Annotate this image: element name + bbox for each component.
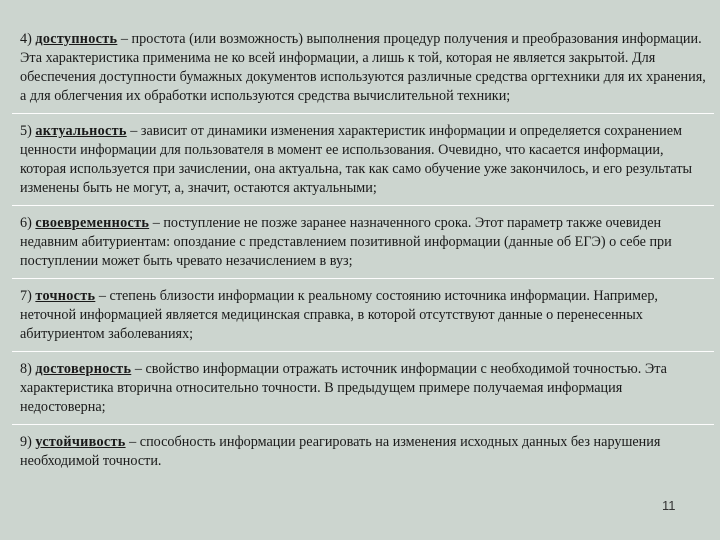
- term-reliability: достоверность: [35, 361, 132, 377]
- item-number: 5): [20, 123, 32, 139]
- property-item-stability: [20, 433, 710, 471]
- slide-body: [20, 30, 710, 471]
- term-availability: доступность: [35, 31, 118, 47]
- item-number: 6): [20, 215, 32, 231]
- property-item-reliability: [20, 360, 710, 417]
- divider: [12, 351, 714, 352]
- term-accuracy: точность: [35, 288, 96, 304]
- item-number: 4): [20, 31, 32, 47]
- term-stability: устойчивость: [35, 434, 126, 450]
- divider: [12, 278, 714, 279]
- item-definition: – поступление не позже заранее назначенного срока. Этот параметр также очевиден недавним абитуриентам: опоздание с представлением позитивной информации (данные об ЕГЭ) о себе при поступлении может быть чревато незачислением в вуз;: [20, 215, 672, 269]
- property-item-availability: [20, 30, 710, 106]
- item-definition: – свойство информации отражать источник информации с необходимой точностью. Эта характеристика вторична относительно точности. В предыдущем примере получаемая информация недостоверна;: [20, 361, 667, 415]
- term-relevance: актуальность: [35, 123, 127, 139]
- term-timeliness: своевременность: [35, 215, 150, 231]
- item-definition: – способность информации реагировать на изменения исходных данных без нарушения необходимой точности.: [20, 434, 661, 469]
- divider: [12, 205, 714, 206]
- property-item-timeliness: [20, 214, 710, 271]
- item-definition: – степень близости информации к реальному состоянию источника информации. Например, неточной информацией является медицинская справка, в которой отсутствуют данные о перенесенных абитуриентом заболеваниях;: [20, 288, 658, 342]
- item-definition: – простота (или возможность) выполнения процедур получения и преобразования информации. Эта характеристика применима не ко всей информации, а лишь к той, которая не является закрытой. Для обеспечения доступности бумажных документов используются различные средства оргтехники для их хранения, а для облегчения их обработки используются средства вычислительной техники;: [20, 31, 706, 104]
- item-number: 7): [20, 288, 32, 304]
- page-number: 11: [662, 498, 676, 513]
- divider: [12, 113, 714, 114]
- property-item-relevance: [20, 122, 710, 198]
- item-definition: – зависит от динамики изменения характеристик информации и определяется сохранением ценности информации для пользователя в момент ее использования. Очевидно, что касается информации, которая используется при зачислении, она актуальна, так как само обучение уже закончилось, и его результаты изменены быть не могут, а, значит, остаются актуальными;: [20, 123, 693, 196]
- property-item-accuracy: [20, 287, 710, 344]
- item-number: 9): [20, 434, 32, 450]
- divider: [12, 424, 714, 425]
- item-number: 8): [20, 361, 32, 377]
